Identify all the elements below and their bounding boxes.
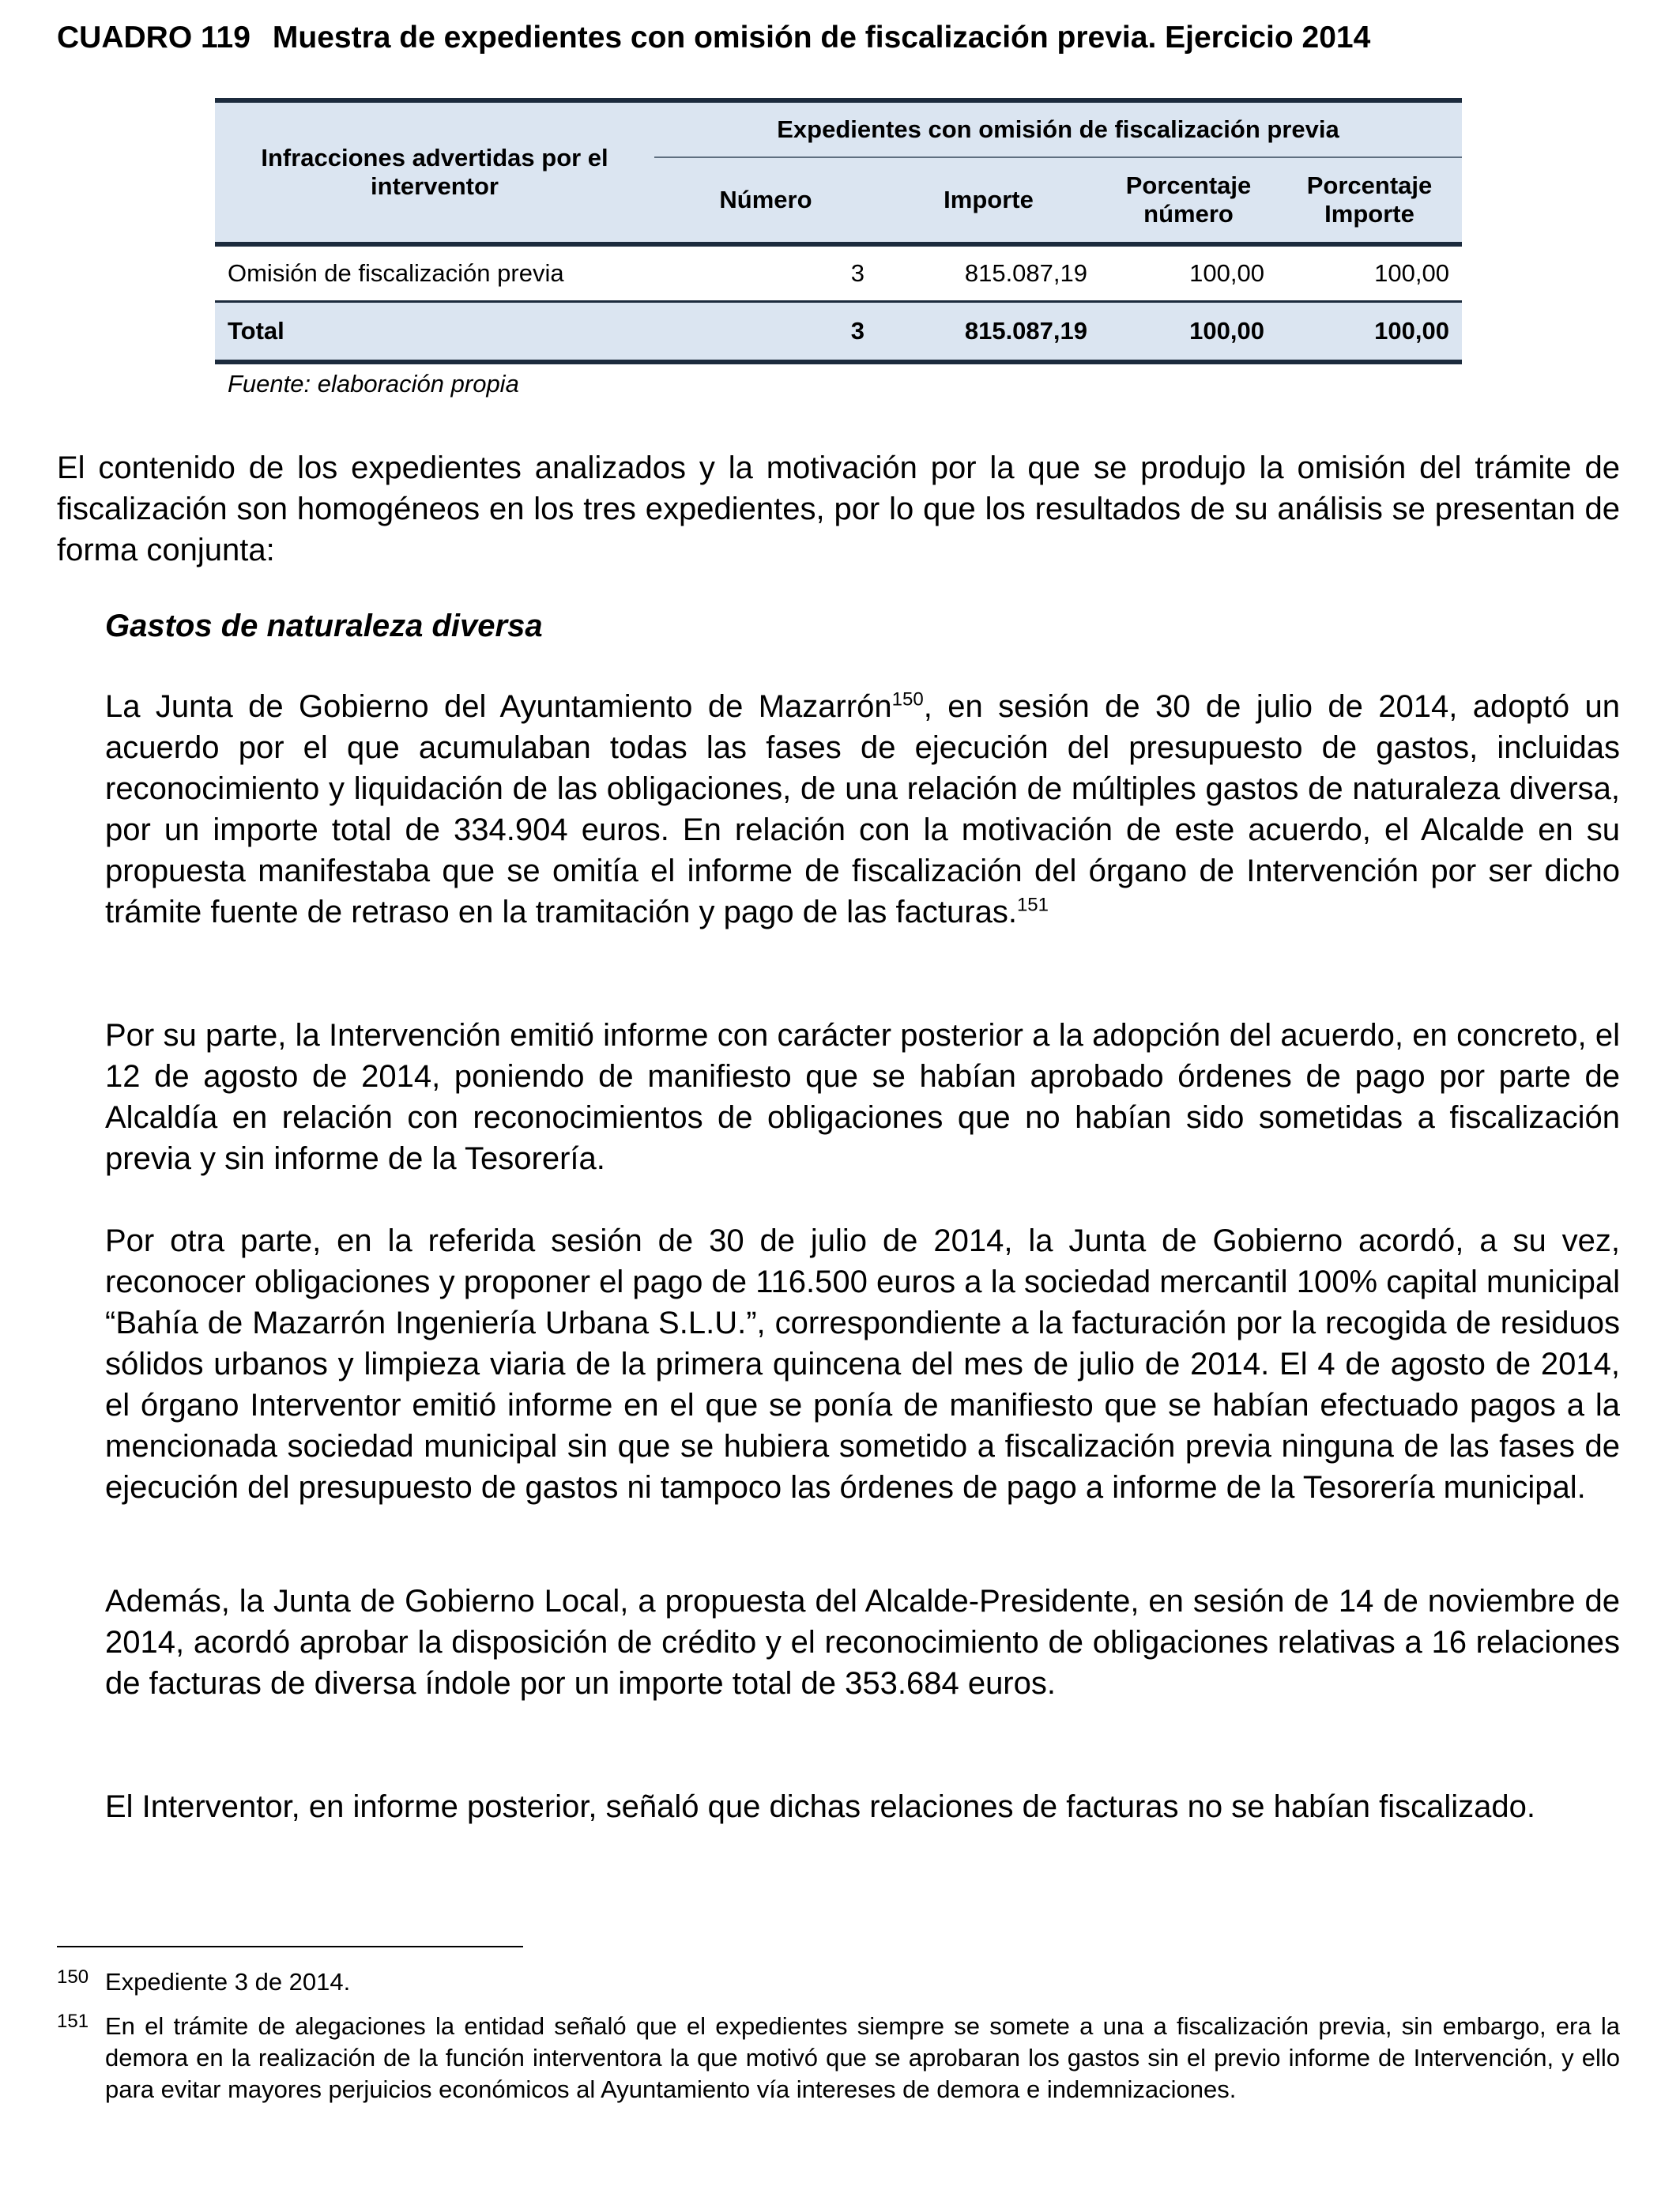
paragraph-1: [105, 686, 1620, 933]
paragraph-1-rest: , en sesión de 30 de julio de 2014, adoptó un acuerdo por el que acumulaban todas las fases de ejecución del presupuesto de gastos, incluidas reconocimiento y liquidación de las obligaciones, de una relación de múltiples gastos de naturaleza diversa, por un importe total de 334.904 euros. En relación con la motivación de este acuerdo, el Alcalde en su propuesta manifestaba que se omitía el informe de fiscalización del órgano de Intervención por ser dicho trámite fuente de retraso en la tramitación y pago de las facturas.: [105, 689, 1621, 929]
column-header: Número: [654, 157, 877, 244]
footnote-ref-151: 151: [1016, 894, 1049, 916]
cell-pct-importe: 100,00: [1374, 259, 1449, 287]
table-number: CUADRO 119: [57, 21, 250, 55]
footnote-ref-150: 150: [891, 688, 924, 711]
footnote-divider: [57, 1946, 523, 1947]
paragraph-5: El Interventor, en informe posterior, señaló que dichas relaciones de facturas no se habían fiscalizado.: [105, 1789, 1535, 1824]
cell-importe: 815.087,19: [964, 259, 1087, 287]
total-pct-importe: 100,00: [1277, 302, 1462, 363]
footnote-150: [57, 1966, 1620, 1998]
footnote-151: [57, 2011, 1620, 2105]
total-label: Total: [215, 302, 654, 363]
group-header: Expedientes con omisión de fiscalización previa: [654, 100, 1462, 157]
row-header: Infracciones advertidas por el interventor: [215, 100, 654, 244]
paragraph-3: Por otra parte, en la referida sesión de 30 de julio de 2014, la Junta de Gobierno acordó, a su vez, reconocer obligaciones y proponer el pago de 116.500 euros a la sociedad mercantil 100% capital municipal “Bahía de Mazarrón Ingeniería Urbana S.L.U.”, correspondiente a la facturación por la recogida de residuos sólidos urbanos y limpieza viaria de la primera quincena del mes de julio de 2014. El 4 de agosto de 2014, el órgano Interventor emitió informe en el que se ponía de manifiesto que se habían efectuado pagos a la mencionada sociedad municipal sin que se hubiera sometido a fiscalización previa ninguna de las fases de ejecución del presupuesto de gastos ni tampoco las órdenes de pago a informe de la Tesorería municipal.: [105, 1223, 1620, 1505]
footnote-text: En el trámite de alegaciones la entidad señaló que el expedientes siempre se somete a una a fiscalización previa, sin embargo, era la demora en la realización de la función interventora la que motivó que se aprobaran los gastos sin el previo informe de Intervención, y ello para evitar mayores perjuicios económicos al Ayuntamiento vía intereses de demora e indemnizaciones.: [105, 2012, 1620, 2103]
table-row: [215, 244, 1462, 302]
total-pct-numero: 100,00: [1100, 302, 1277, 363]
cell-pct-numero: 100,00: [1189, 259, 1264, 287]
total-importe: 815.087,19: [877, 302, 1100, 363]
column-header: Importe: [877, 157, 1100, 244]
section-heading: Gastos de naturaleza diversa: [105, 609, 543, 643]
data-table: [215, 98, 1462, 364]
total-row: [215, 302, 1462, 363]
column-header: Porcentaje Importe: [1277, 157, 1462, 244]
footnote-mark: 151: [57, 2011, 89, 2032]
cell-numero: 3: [850, 259, 864, 287]
paragraph-1-start: La Junta de Gobierno del Ayuntamiento de Mazarrón: [105, 689, 892, 724]
column-header: Porcentaje número: [1100, 157, 1277, 244]
table-title: Muestra de expedientes con omisión de fiscalización previa. Ejercicio 2014: [272, 21, 1371, 55]
intro-paragraph: El contenido de los expedientes analizados y la motivación por la que se produjo la omisión del trámite de fiscalización son homogéneos en los tres expedientes, por lo que los resultados de su análisis se presentan de forma conjunta:: [57, 450, 1620, 567]
row-label: Omisión de fiscalización previa: [228, 259, 564, 287]
footnote-mark: 150: [57, 1966, 89, 1988]
paragraph-4: Además, la Junta de Gobierno Local, a propuesta del Alcalde-Presidente, en sesión de 14 de noviembre de 2014, acordó aprobar la disposición de crédito y el reconocimiento de obligaciones relativas a 16 relaciones de facturas de diversa índole por un importe total de 353.684 euros.: [105, 1584, 1620, 1701]
paragraph-2: Por su parte, la Intervención emitió informe con carácter posterior a la adopción del acuerdo, en concreto, el 12 de agosto de 2014, poniendo de manifiesto que se habían aprobado órdenes de pago por parte de Alcaldía en relación con reconocimientos de obligaciones que no habían sido sometidas a fiscalización previa y sin informe de la Tesorería.: [105, 1018, 1620, 1176]
table-source: Fuente: elaboración propia: [228, 370, 519, 398]
table-caption: [57, 21, 1370, 55]
total-numero: 3: [654, 302, 877, 363]
footnote-text: Expediente 3 de 2014.: [105, 1968, 351, 1996]
